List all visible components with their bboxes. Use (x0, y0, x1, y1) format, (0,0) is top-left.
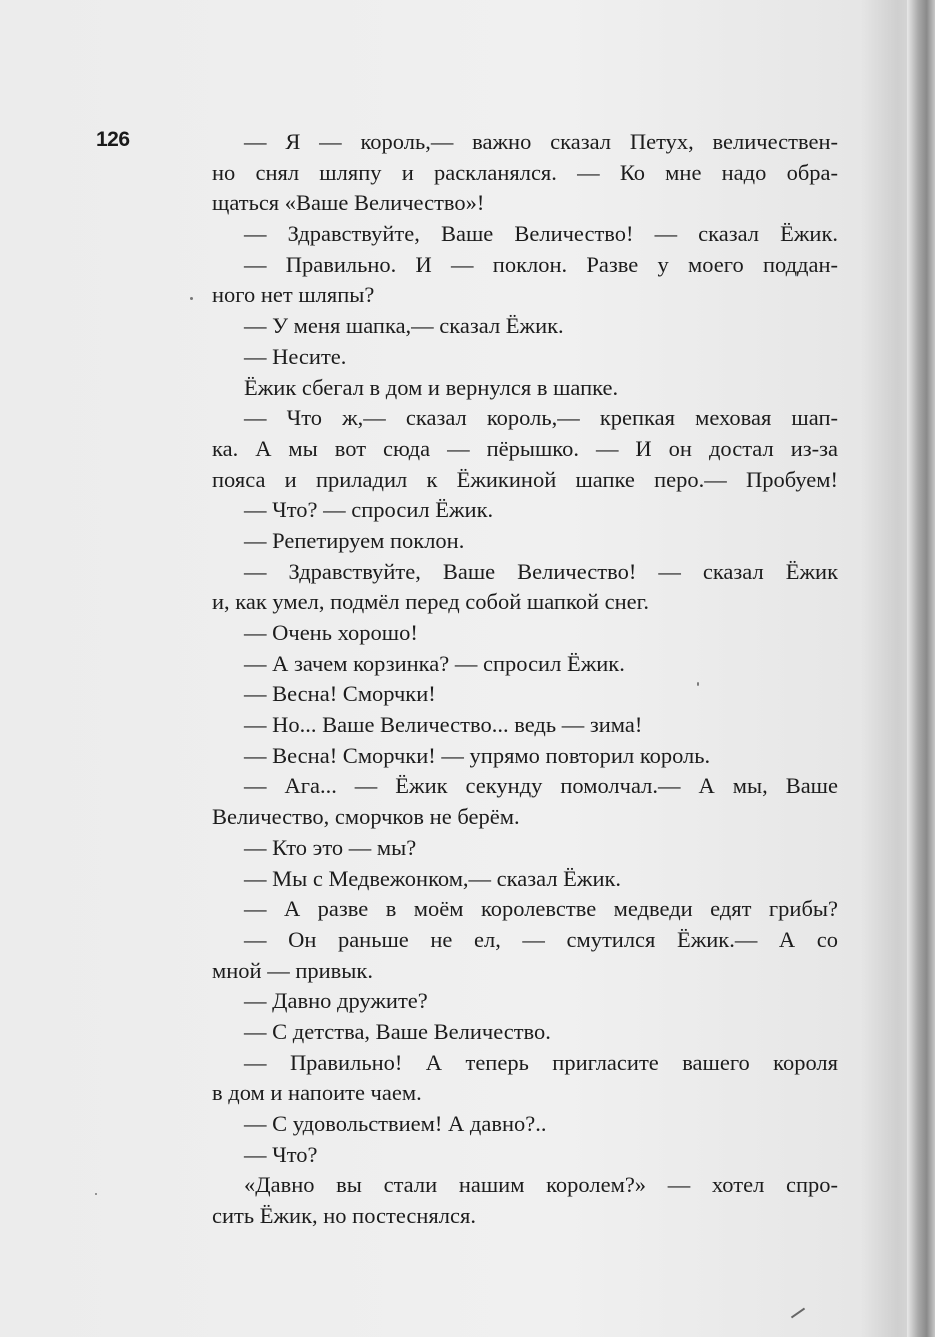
print-speck (697, 682, 699, 686)
text-line: — Что? (244, 1141, 318, 1167)
text-line: — Давно дружите? (244, 988, 428, 1014)
text-line: Ёжик сбегал в дом и вернулся в шапке. (244, 374, 619, 400)
text-line: — Весна! Сморчки! (244, 681, 436, 707)
text-line: — Несите. (244, 343, 347, 369)
text-line: — Здравствуйте, Ваше Величество! — сказал Ёжик. (244, 221, 838, 247)
story-text (212, 127, 838, 1232)
print-speck (190, 297, 193, 300)
text-line: — Правильно. И — поклон. Разве у моего поддан- (244, 251, 838, 277)
text-line: Величество, сморчков не берём. (212, 804, 520, 830)
text-line: но снял шляпу и раскланялся. — Ко мне надо обра- (212, 159, 838, 185)
text-line: — Он раньше не ел, — смутился Ёжик.— А со (244, 926, 838, 952)
text-line: — Здравствуйте, Ваше Величество! — сказал Ёжик (244, 558, 838, 584)
print-speck (95, 1193, 97, 1195)
text-line: в дом и напоите чаем. (212, 1080, 422, 1106)
print-scratch (791, 1308, 805, 1319)
text-line: — Мы с Медвежонком,— сказал Ёжик. (244, 865, 622, 891)
text-line: пояса и приладил к Ёжикиной шапке перо.— Пробуем! (212, 466, 838, 492)
text-line: — А зачем корзинка? — спросил Ёжик. (244, 650, 625, 676)
text-line: мной — привык. (212, 957, 373, 983)
text-line: — Репетируем поклон. (244, 527, 465, 553)
text-line: — Я — король,— важно сказал Петух, величествен- (244, 129, 838, 154)
text-line: «Давно вы стали нашим королем?» — хотел спро- (244, 1172, 838, 1198)
text-line: — У меня шапка,— сказал Ёжик. (244, 313, 564, 339)
text-line: — Что ж,— сказал король,— крепкая меховая шап- (244, 405, 838, 431)
text-line: — Весна! Сморчки! — упрямо повторил король. (244, 742, 711, 768)
book-spine-shadow (907, 0, 935, 1337)
text-line: — Что? — спросил Ёжик. (244, 497, 494, 523)
text-line: — Очень хорошо! (244, 620, 418, 645)
text-line: — Кто это — мы? (244, 834, 417, 860)
page-number: 126 (96, 128, 130, 151)
text-line: — Ага... — Ёжик секунду помолчал.— А мы, Ваше (244, 773, 838, 799)
text-line: сить Ёжик, но постеснялся. (212, 1203, 476, 1229)
text-line: и, как умел, подмёл перед собой шапкой снег. (212, 589, 649, 615)
text-line: ного нет шляпы? (212, 282, 375, 308)
text-line: щаться «Ваше Величество»! (212, 190, 485, 216)
text-line: ка. А мы вот сюда — пёрышко. — И он достал из-за (212, 435, 838, 461)
text-line: — Но... Ваше Величество... ведь — зима! (244, 712, 643, 738)
text-line: — Правильно! А теперь пригласите вашего короля (244, 1049, 838, 1075)
text-line: — А разве в моём королевстве медведи едят грибы? (244, 896, 838, 922)
text-line: — С детства, Ваше Величество. (244, 1018, 551, 1044)
text-line: — С удовольствием! А давно?.. (244, 1111, 547, 1136)
